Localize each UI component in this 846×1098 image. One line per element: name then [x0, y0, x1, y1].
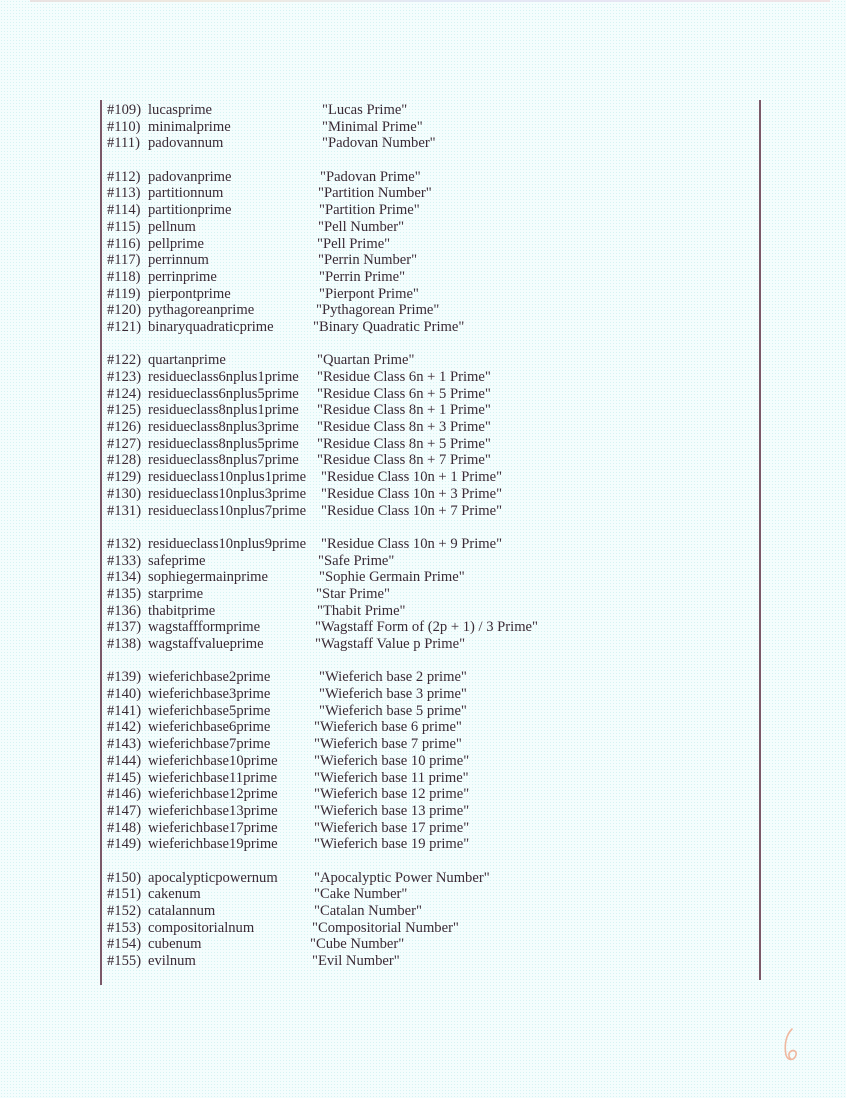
entry-key: residueclass8nplus1prime	[148, 402, 299, 419]
entry-key: minimalprime	[148, 118, 231, 135]
entry-key: wieferichbase7prime	[148, 736, 271, 753]
entry-key: perrinprime	[148, 268, 217, 285]
entry-number: #145)	[107, 769, 142, 786]
entry-key: pellnum	[148, 218, 196, 235]
entry-number: #124)	[107, 385, 142, 402]
entry-number: #134)	[107, 569, 142, 586]
entry-number: #129)	[107, 469, 142, 486]
entry-label: "Pell Number"	[318, 218, 405, 235]
list-item	[107, 719, 747, 736]
entry-label: "Residue Class 8n + 7 Prime"	[317, 452, 491, 469]
entry-label: "Residue Class 10n + 9 Prime"	[321, 535, 503, 552]
entry-label: "Cube Number"	[310, 936, 405, 953]
list-item	[107, 920, 747, 937]
entry-label: "Pell Prime"	[317, 235, 391, 252]
list-item	[107, 820, 747, 837]
entry-key: residueclass8nplus3prime	[148, 419, 299, 436]
entry-label: "Apocalyptic Power Number"	[314, 869, 490, 886]
entry-label: "Binary Quadratic Prime"	[313, 318, 465, 335]
entry-number: #144)	[107, 752, 142, 769]
entry-number: #155)	[107, 953, 142, 970]
entry-number: #131)	[107, 502, 142, 519]
entry-number: #142)	[107, 719, 142, 736]
list-item	[107, 903, 747, 920]
entry-label: "Padovan Number"	[322, 135, 436, 152]
entry-label: "Sophie Germain Prime"	[319, 569, 465, 586]
list-item	[107, 352, 747, 369]
list-item	[107, 185, 747, 202]
entry-key: residueclass8nplus7prime	[148, 452, 299, 469]
entry-number: #136)	[107, 602, 142, 619]
list-item	[107, 202, 747, 219]
entry-number: #123)	[107, 369, 142, 385]
entry-label: "Star Prime"	[316, 585, 390, 602]
entry-label: "Minimal Prime"	[322, 118, 423, 135]
entry-key: wieferichbase6prime	[148, 719, 271, 736]
entry-label: "Cake Number"	[314, 886, 408, 903]
entry-key: wagstaffformprime	[148, 619, 261, 636]
entry-number: #154)	[107, 936, 142, 953]
entry-label: "Safe Prime"	[318, 552, 395, 569]
entry-number: #126)	[107, 419, 142, 436]
entry-label: "Catalan Number"	[314, 903, 422, 919]
entry-key: pierpontprime	[148, 285, 231, 302]
handwritten-page-number	[780, 1025, 804, 1065]
entry-key: wieferichbase5prime	[148, 702, 271, 719]
entry-label: "Wieferich base 17 prime"	[314, 819, 470, 836]
list-item	[107, 870, 747, 887]
entry-label: "Pierpont Prime"	[319, 285, 419, 302]
entry-key: quartanprime	[148, 352, 226, 369]
entry-key: partitionnum	[148, 185, 224, 202]
entry-label: "Lucas Prime"	[322, 102, 408, 118]
list-item	[107, 503, 747, 520]
entry-number: #135)	[107, 585, 142, 602]
list-item	[107, 286, 747, 303]
entry-number: #147)	[107, 802, 142, 819]
entry-key: pythagoreanprime	[148, 302, 255, 319]
entry-key: lucasprime	[148, 102, 213, 118]
entry-key: padovanprime	[148, 168, 232, 185]
list-item	[107, 770, 747, 787]
entry-key: wieferichbase17prime	[148, 819, 278, 836]
list-item	[107, 135, 747, 152]
list-item	[107, 219, 747, 236]
entry-label: "Evil Number"	[312, 953, 400, 970]
list-item	[107, 119, 747, 136]
entry-group	[107, 669, 747, 853]
entry-label: "Wieferich base 6 prime"	[314, 719, 462, 736]
entry-label: "Residue Class 10n + 3 Prime"	[321, 485, 503, 502]
list-item	[107, 836, 747, 853]
list-item	[107, 886, 747, 903]
entry-number: #112)	[107, 168, 141, 185]
list-item	[107, 803, 747, 820]
entry-label: "Pythagorean Prime"	[316, 302, 440, 319]
entry-number: #118)	[107, 268, 141, 285]
entry-key: cubenum	[148, 936, 202, 953]
entry-label: "Wagstaff Form of (2p + 1) / 3 Prime"	[315, 619, 538, 636]
entry-key: safeprime	[148, 552, 206, 569]
list-item	[107, 636, 747, 653]
entry-label: "Wieferich base 5 prime"	[319, 702, 467, 719]
entry-number: #149)	[107, 836, 142, 853]
entry-number: #113)	[107, 185, 141, 202]
entry-key: wieferichbase10prime	[148, 752, 278, 769]
entry-number: #117)	[107, 252, 141, 269]
entry-key: starprime	[148, 585, 204, 602]
entry-label: "Wieferich base 12 prime"	[314, 786, 470, 803]
entry-label: "Residue Class 8n + 3 Prime"	[317, 419, 491, 436]
entry-label: "Residue Class 8n + 1 Prime"	[317, 402, 491, 419]
list-item	[107, 686, 747, 703]
entry-label: "Thabit Prime"	[317, 602, 406, 619]
list-item	[107, 603, 747, 620]
list-item	[107, 786, 747, 803]
entry-key: residueclass8nplus5prime	[148, 435, 299, 452]
entry-group	[107, 169, 747, 336]
entry-label: "Partition Number"	[318, 185, 432, 202]
list-item	[107, 252, 747, 269]
entry-label: "Wagstaff Value p Prime"	[315, 636, 466, 652]
entry-key: residueclass10nplus1prime	[148, 469, 307, 486]
list-item	[107, 236, 747, 253]
entry-number: #121)	[107, 318, 142, 335]
entry-key: residueclass10nplus9prime	[148, 535, 307, 552]
list-item	[107, 469, 747, 486]
list-item	[107, 319, 747, 336]
entry-label: "Wieferich base 3 prime"	[319, 686, 467, 703]
entry-number: #119)	[107, 285, 141, 302]
entry-label: "Perrin Prime"	[319, 268, 406, 285]
scan-artifact-top	[30, 0, 830, 2]
entry-group	[107, 352, 747, 519]
entry-key: perrinnum	[148, 252, 209, 269]
entry-key: evilnum	[148, 953, 196, 970]
entry-key: residueclass10nplus7prime	[148, 502, 307, 519]
entry-number: #138)	[107, 636, 142, 652]
list-item	[107, 536, 747, 553]
entry-key: residueclass10nplus3prime	[148, 485, 307, 502]
entry-label: "Wieferich base 10 prime"	[314, 752, 470, 769]
entry-label: "Wieferich base 13 prime"	[314, 802, 470, 819]
entry-number: #143)	[107, 736, 142, 753]
list-item	[107, 569, 747, 586]
entry-number: #115)	[107, 218, 141, 235]
entry-number: #133)	[107, 552, 142, 569]
entry-key: wieferichbase13prime	[148, 802, 278, 819]
entry-number: #132)	[107, 535, 142, 552]
entry-key: pellprime	[148, 235, 204, 252]
entry-label: "Residue Class 10n + 7 Prime"	[321, 502, 503, 519]
list-item	[107, 486, 747, 503]
entry-key: wieferichbase3prime	[148, 686, 271, 703]
entry-number: #114)	[107, 202, 141, 219]
list-item	[107, 553, 747, 570]
entry-number: #151)	[107, 886, 142, 903]
entry-label: "Residue Class 6n + 5 Prime"	[317, 385, 491, 402]
list-item	[107, 369, 747, 386]
entry-number: #128)	[107, 452, 142, 469]
entry-number: #120)	[107, 302, 142, 319]
entry-number: #127)	[107, 435, 142, 452]
entry-number: #125)	[107, 402, 142, 419]
right-margin-rule	[759, 100, 761, 980]
entry-label: "Wieferich base 19 prime"	[314, 836, 470, 853]
entry-number: #153)	[107, 919, 142, 936]
list-item	[107, 419, 747, 436]
entry-group	[107, 102, 747, 152]
entry-key: wieferichbase12prime	[148, 786, 278, 803]
list-item	[107, 936, 747, 953]
entry-number: #116)	[107, 235, 141, 252]
entry-label: "Quartan Prime"	[317, 352, 415, 369]
list-item	[107, 586, 747, 603]
list-item	[107, 753, 747, 770]
list-item	[107, 102, 747, 119]
list-item	[107, 402, 747, 419]
entry-key: catalannum	[148, 903, 216, 919]
entry-key: compositorialnum	[148, 919, 255, 936]
entry-label: "Compositorial Number"	[312, 919, 459, 936]
entry-number: #140)	[107, 686, 142, 703]
left-margin-rule	[100, 100, 102, 985]
entry-key: partitionprime	[148, 202, 232, 219]
list-item	[107, 436, 747, 453]
entry-label: "Wieferich base 11 prime"	[314, 769, 469, 786]
entry-key: sophiegermainprime	[148, 569, 268, 586]
entry-key: residueclass6nplus1prime	[148, 369, 299, 385]
entry-key: wieferichbase2prime	[148, 669, 271, 686]
entry-label: "Perrin Number"	[318, 252, 418, 269]
entry-label: "Residue Class 10n + 1 Prime"	[321, 469, 503, 486]
list-item	[107, 452, 747, 469]
list-item	[107, 619, 747, 636]
list-item	[107, 703, 747, 720]
list-item	[107, 169, 747, 186]
entry-number: #137)	[107, 619, 142, 636]
entry-group	[107, 870, 747, 970]
entry-label: "Residue Class 8n + 5 Prime"	[317, 435, 491, 452]
entry-number: #111)	[107, 135, 140, 152]
entry-number: #150)	[107, 869, 142, 886]
entry-number: #141)	[107, 702, 142, 719]
entry-number: #122)	[107, 352, 142, 369]
list-item	[107, 386, 747, 403]
entry-key: thabitprime	[148, 602, 216, 619]
entry-label: "Wieferich base 2 prime"	[319, 669, 467, 686]
entry-number: #110)	[107, 118, 141, 135]
entry-group	[107, 536, 747, 653]
list-item	[107, 302, 747, 319]
list-item	[107, 953, 747, 970]
list-item	[107, 736, 747, 753]
definition-list	[107, 102, 747, 986]
entry-number: #148)	[107, 819, 142, 836]
list-item	[107, 269, 747, 286]
entry-number: #109)	[107, 102, 142, 118]
list-item	[107, 669, 747, 686]
entry-key: wieferichbase19prime	[148, 836, 278, 853]
entry-label: "Padovan Prime"	[320, 168, 421, 185]
entry-key: binaryquadraticprime	[148, 318, 274, 335]
entry-number: #130)	[107, 485, 142, 502]
entry-label: "Partition Prime"	[319, 202, 420, 219]
entry-label: "Residue Class 6n + 1 Prime"	[317, 369, 491, 385]
entry-label: "Wieferich base 7 prime"	[314, 736, 462, 753]
entry-key: wieferichbase11prime	[148, 769, 278, 786]
entry-key: apocalypticpowernum	[148, 869, 278, 886]
entry-key: cakenum	[148, 886, 201, 903]
entry-key: residueclass6nplus5prime	[148, 385, 299, 402]
entry-number: #146)	[107, 786, 142, 803]
entry-key: padovannum	[148, 135, 224, 152]
entry-number: #152)	[107, 903, 142, 919]
entry-number: #139)	[107, 669, 142, 686]
entry-key: wagstaffvalueprime	[148, 636, 264, 652]
